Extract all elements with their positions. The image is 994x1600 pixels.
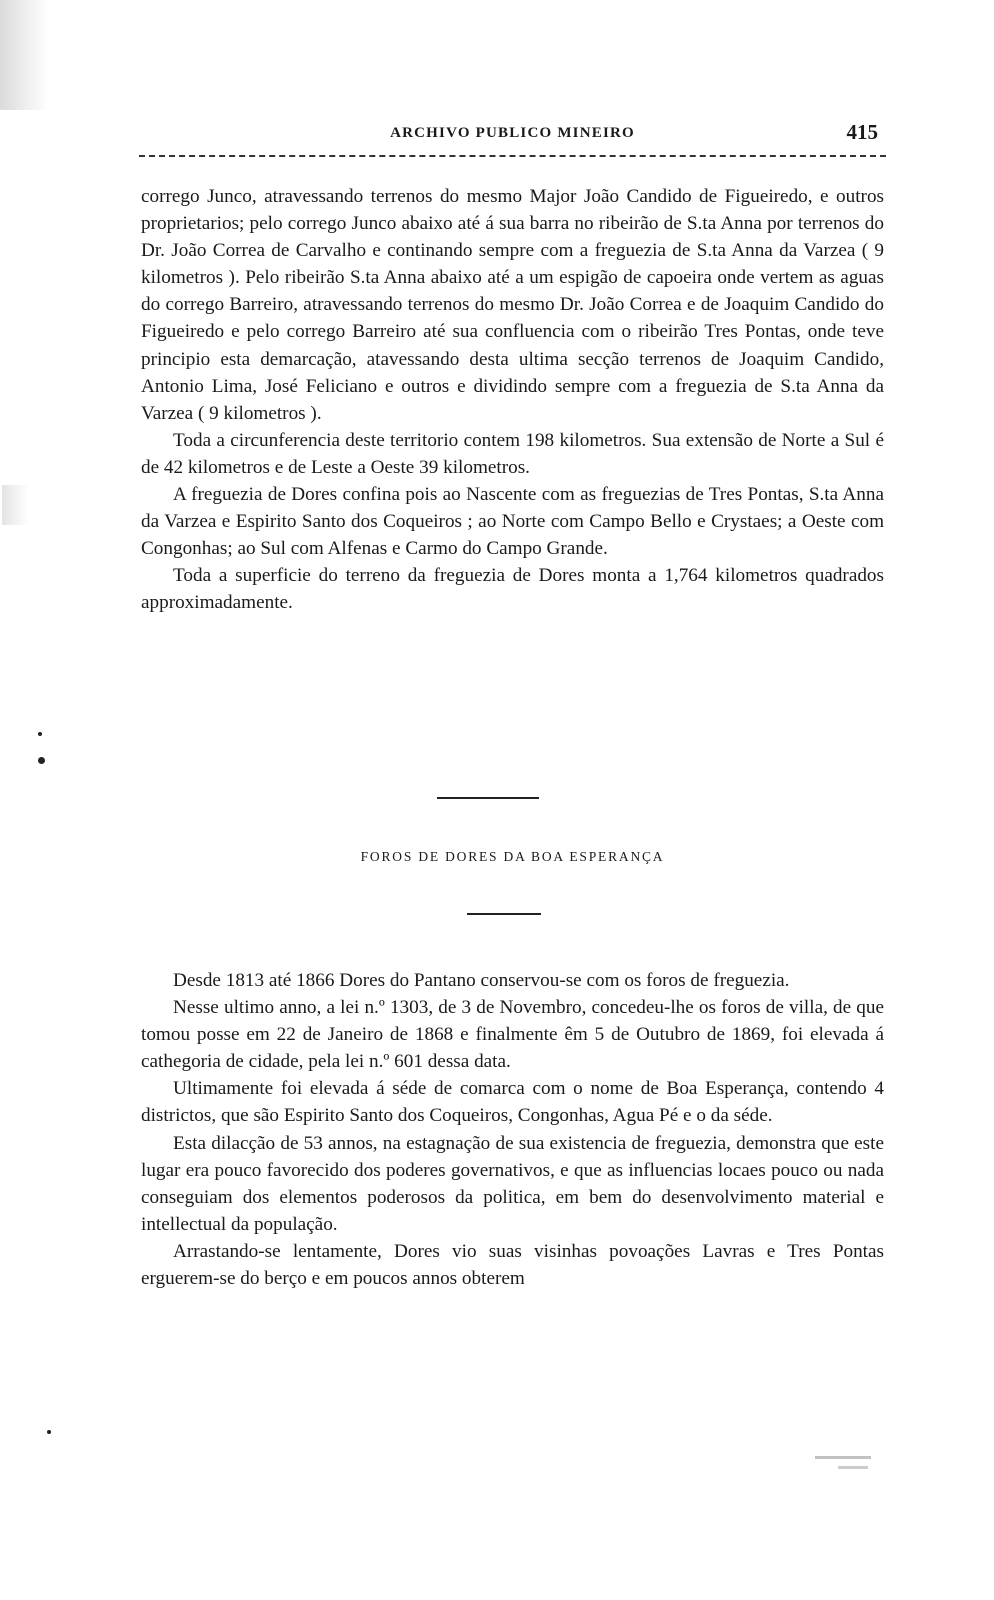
paragraph: Ultimamente foi elevada á séde de comarca com o nome de Boa Esperança, contendo 4 districtos, que são Espirito Santo dos Coqueiros, Congonhas, Agua Pé e o da séde. [141, 1078, 884, 1127]
section-title: FOROS DE DORES DA BOA ESPERANÇA [360, 849, 665, 864]
paragraph: Desde 1813 até 1866 Dores do Pantano conservou-se com os foros de freguezia. [173, 970, 790, 991]
scan-artifact [815, 1456, 871, 1459]
text-block-2 [141, 967, 884, 1292]
paragraph: A freguezia de Dores confina pois ao Nascente com as freguezias de Tres Pontas, S.ta Anna da Varzea e Espirito Santo dos Coqueiros ; ao Norte com Campo Bello e Crystaes; a Oeste com Congonhas; ao Sul com Alfenas e Carmo do Campo Grande. [141, 484, 884, 560]
section-rule-bottom [467, 913, 541, 915]
paragraph: corrego Junco, atravessando terrenos do mesmo Major João Candido de Figueiredo, e outros proprietarios; pelo corrego Junco abaixo até á sua barra no ribeirão de S.ta Anna por terrenos do Dr. João Correa de Carvalho e continando sempre com a freguezia de S.ta Anna da Varzea ( 9 kilometros ). Pelo ribeirão S.ta Anna abaixo até a um espigão de capoeira onde vertem as aguas do corrego Barreiro, atravessando terrenos do mesmo Dr. João Correa e de Joaquim Candido do Figueiredo e pelo corrego Barreiro até sua confluencia com o ribeirão Tres Pontas, onde teve principio esta demarcação, atavessando desta ultima secção terrenos de Joaquim Candido, Antonio Lima, José Feliciano e outros e dividindo sempre com a freguezia de S.ta Anna da Varzea ( 9 kilometros ). [141, 186, 884, 424]
page-number: 415 [846, 120, 878, 144]
paragraph: Nesse ultimo anno, a lei n.º 1303, de 3 de Novembro, concedeu-lhe os foros de villa, de que tomou posse em 22 de Janeiro de 1868 e finalmente êm 5 de Outubro de 1869, foi elevada á cathegoria de cidade, pela lei n.º 601 dessa data. [141, 997, 884, 1073]
margin-dot [38, 732, 42, 736]
paragraph: Toda a circunferencia deste territorio contem 198 kilometros. Sua extensão de Norte a Sul é de 42 kilometros e de Leste a Oeste 39 kilometros. [141, 429, 884, 478]
scan-artifact [2, 485, 28, 525]
margin-dot [47, 1430, 51, 1434]
header-rule [139, 155, 886, 157]
text-block-1 [141, 183, 884, 617]
running-head [139, 122, 886, 148]
margin-dot [38, 757, 45, 764]
running-head-title: ARCHIVO PUBLICO MINEIRO [390, 125, 635, 141]
scan-artifact [838, 1466, 868, 1469]
scan-artifact [0, 0, 48, 110]
section-rule-top [437, 797, 539, 799]
paragraph: Esta dilacção de 53 annos, na estagnação de sua existencia de freguezia, demonstra que este lugar era pouco favorecido dos poderes governativos, e que as influencias locaes pouco ou nada conseguiam dos elementos poderosos da politica, em bem do desenvolvimento material e intellectual da população. [141, 1132, 884, 1235]
paragraph: Arrastando-se lentamente, Dores vio suas visinhas povoações Lavras e Tres Pontas erguerem-se do berço e em poucos annos obterem [141, 1240, 884, 1290]
paragraph: Toda a superficie do terreno da freguezia de Dores monta a 1,764 kilometros quadrados approximadamente. [141, 565, 884, 614]
